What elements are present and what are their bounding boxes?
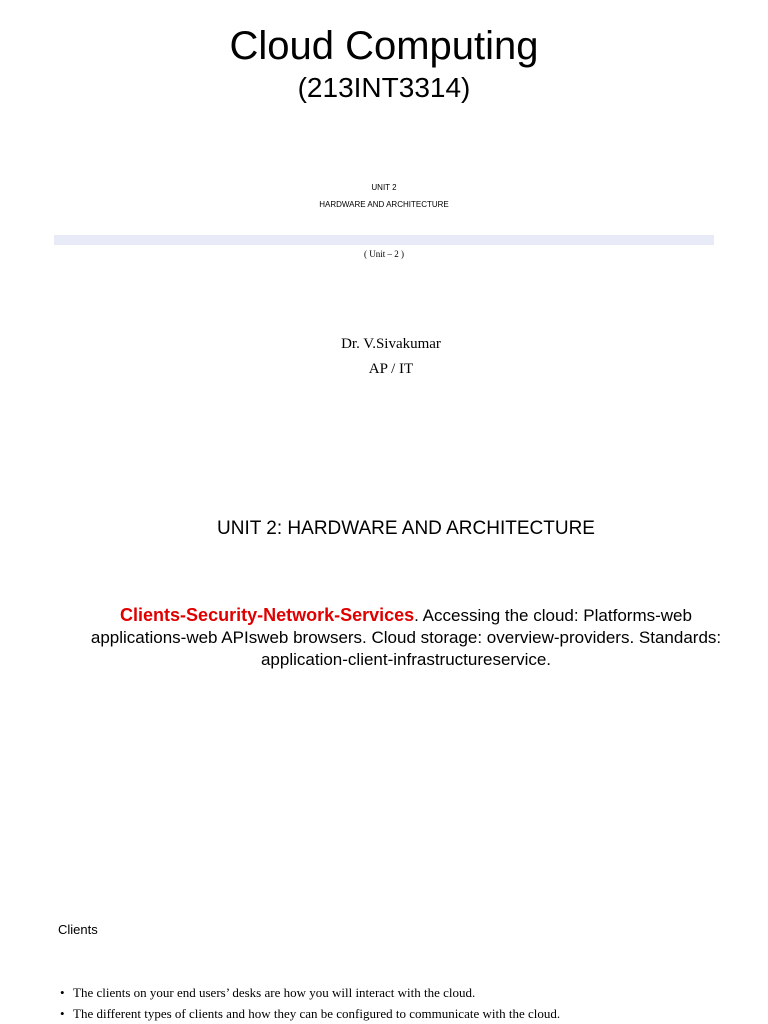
unit-parenthetical: ( Unit – 2 ) [364, 249, 404, 259]
syllabus-text: . Accessing the cloud: Platforms-web applications-web APIsweb browsers. Cloud storage: overview-providers. Standards: application-client-infrastructureservice. [90, 606, 722, 669]
section-label: Clients [58, 922, 98, 937]
course-code: (213INT3314) [297, 72, 471, 103]
document-title: Cloud Computing [229, 24, 539, 68]
unit-label-small: UNIT 2 [371, 183, 397, 192]
divider-band [54, 235, 714, 245]
bullet-text: The different types of clients and how they can be configured to communicate with the cloud. [73, 1006, 561, 1021]
syllabus-paragraph [88, 604, 724, 671]
unit-subtitle-small: HARDWARE AND ARCHITECTURE [319, 200, 449, 209]
bullet-icon: • [60, 985, 65, 1000]
list-item [60, 982, 760, 1003]
author-name: Dr. V.Sivakumar [341, 336, 441, 352]
bullet-icon: • [60, 1006, 65, 1021]
syllabus-highlight: Clients-Security-Network-Services [120, 605, 415, 625]
bullet-text: The clients on your end users’ desks are how you will interact with the cloud. [73, 985, 476, 1000]
bullet-list [60, 982, 760, 1024]
list-item [60, 1003, 760, 1024]
unit-heading: UNIT 2: HARDWARE AND ARCHITECTURE [217, 518, 595, 539]
author-role: AP / IT [368, 361, 414, 377]
